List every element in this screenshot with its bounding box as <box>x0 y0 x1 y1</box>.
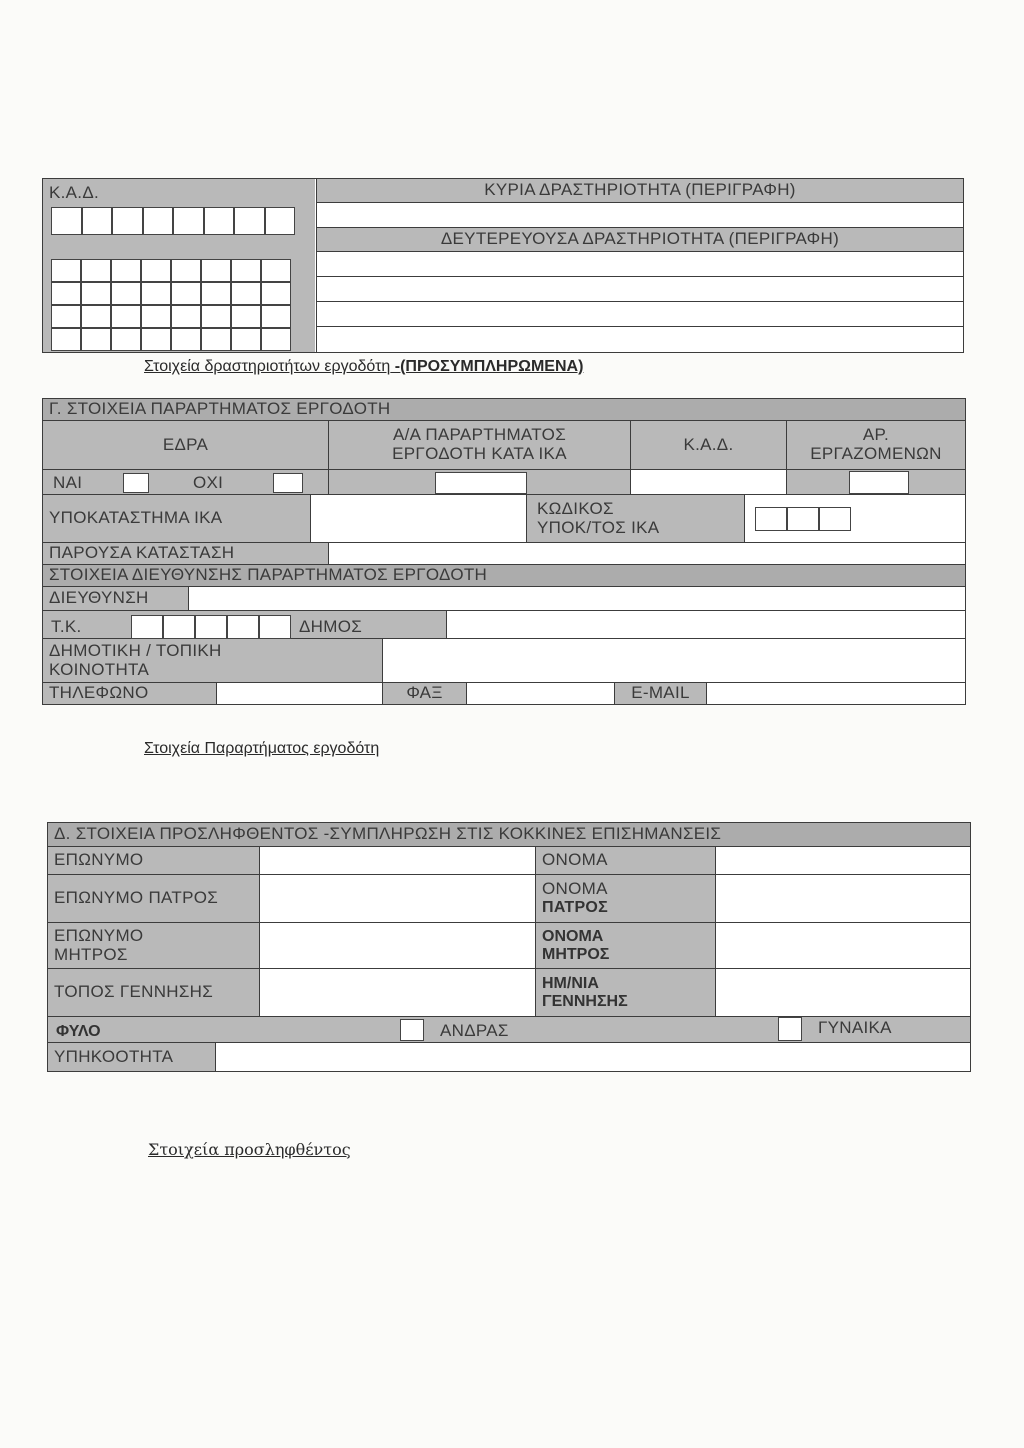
seat-label: ΕΔΡΑ <box>43 421 329 470</box>
kad-digit[interactable] <box>81 259 111 282</box>
ika-code-label <box>527 495 745 543</box>
kad-digit[interactable] <box>143 207 174 235</box>
kad-digit[interactable] <box>234 207 265 235</box>
yes-checkbox[interactable] <box>123 473 149 493</box>
kad-digit[interactable] <box>261 305 291 328</box>
kad-digit[interactable] <box>173 207 204 235</box>
ika-code-label-line1: ΚΩΔΙΚΟΣ <box>537 498 614 518</box>
branch-kad-label: Κ.Α.Δ. <box>631 421 787 470</box>
secondary-activity-field[interactable] <box>316 277 963 302</box>
birthdate-field[interactable] <box>716 969 970 1017</box>
father-name-label <box>536 875 716 923</box>
father-surname-label: ΕΠΩΝΥΜΟ ΠΑΤΡΟΣ <box>48 875 260 923</box>
kad-digit[interactable] <box>171 259 201 282</box>
postcode-digit[interactable] <box>163 615 195 639</box>
male-label: ΑΝΔΡΑΣ <box>440 1021 509 1040</box>
father-surname-field[interactable] <box>260 875 536 923</box>
ika-code-digit[interactable] <box>819 507 851 531</box>
activities-caption-suffix: -(ΠΡΟΣΥΜΠΛΗΡΩΜΕΝΑ) <box>390 358 584 375</box>
phone-field[interactable] <box>217 683 383 704</box>
main-activity-field[interactable] <box>316 203 963 228</box>
kad-digit[interactable] <box>51 282 81 305</box>
branch-number-label-line2: ΕΡΓΟΔΟΤΗ ΚΑΤΑ ΙΚΑ <box>392 444 567 463</box>
secondary-kad-digits <box>51 259 295 351</box>
citizenship-field[interactable] <box>216 1043 970 1071</box>
hire-table <box>47 822 971 1072</box>
kad-digit[interactable] <box>111 259 141 282</box>
kad-digit[interactable] <box>261 328 291 351</box>
secondary-activity-header: ΔΕΥΤΕΡΕΥΟΥΣΑ ΔΡΑΣΤΗΡΙΟΤΗΤΑ (ΠΕΡΙΓΡΑΦΗ) <box>316 228 963 252</box>
female-checkbox[interactable] <box>778 1017 802 1041</box>
activities-table <box>42 178 964 353</box>
father-name-label-line1: ΟΝΟΜΑ <box>542 879 608 899</box>
father-name-label-line2: ΠΑΤΡΟΣ <box>542 899 609 917</box>
kad-digit[interactable] <box>171 282 201 305</box>
kad-digit[interactable] <box>141 328 171 351</box>
email-field[interactable] <box>707 683 965 704</box>
postcode-digit[interactable] <box>131 615 163 639</box>
mother-surname-label <box>48 923 260 969</box>
address-section-label: ΣΤΟΙΧΕΙΑ ΔΙΕΥΘΥΝΣΗΣ ΠΑΡΑΡΤΗΜΑΤΟΣ ΕΡΓΟΔΟΤΗ <box>43 565 965 587</box>
current-status-field[interactable] <box>329 543 965 565</box>
gender-label: ΦΥΛΟ <box>56 1023 101 1040</box>
citizenship-label: ΥΠΗΚΟΟΤΗΤΑ <box>48 1043 216 1071</box>
kad-digit[interactable] <box>141 305 171 328</box>
hire-section-title: Δ. ΣΤΟΙΧΕΙΑ ΠΡΟΣΛΗΦΘΕΝΤΟΣ -ΣΥΜΠΛΗΡΩΣΗ ΣΤΙΣ ΚΟΚΚΙΝΕΣ ΕΠΙΣΗΜΑΝΣΕΙΣ <box>48 823 970 847</box>
mother-name-label-line2: ΜΗΤΡΟΣ <box>542 945 610 963</box>
branch-number-label-line1: Α/Α ΠΑΡΑΡΤΗΜΑΤΟΣ <box>392 425 567 445</box>
fax-label: ΦΑΞ <box>383 683 467 704</box>
kad-digit[interactable] <box>111 282 141 305</box>
kad-digit[interactable] <box>231 328 261 351</box>
secondary-activity-field[interactable] <box>316 327 963 352</box>
activities-caption: Στοιχεία δραστηριοτήτων εργοδότη -(ΠΡΟΣΥΜΠΛΗΡΩΜΕΝΑ) <box>144 358 584 375</box>
branch-kad-field[interactable] <box>631 470 787 495</box>
community-label-line1: ΔΗΜΟΤΙΚΗ / ΤΟΠΙΚΗ <box>49 640 222 660</box>
branch-number-label <box>329 421 631 470</box>
kad-digit[interactable] <box>261 259 291 282</box>
birthplace-label: ΤΟΠΟΣ ΓΕΝΝΗΣΗΣ <box>48 969 260 1017</box>
kad-header: Κ.Α.Δ. <box>49 182 100 202</box>
birthdate-label-line2: ΓΕΝΝΗΣΗΣ <box>542 992 628 1010</box>
kad-digit[interactable] <box>51 328 81 351</box>
employees-label-line1: ΑΡ. <box>862 425 890 445</box>
kad-digit[interactable] <box>112 207 143 235</box>
kad-digit[interactable] <box>231 282 261 305</box>
postcode-digit[interactable] <box>227 615 259 639</box>
employees-label <box>787 421 965 470</box>
kad-digit[interactable] <box>201 259 231 282</box>
name-label: ΟΝΟΜΑ <box>536 847 716 875</box>
fax-field[interactable] <box>467 683 615 704</box>
postcode-digit[interactable] <box>195 615 227 639</box>
secondary-activity-field[interactable] <box>316 302 963 327</box>
municipality-label: ΔΗΜΟΣ <box>299 617 363 636</box>
kad-digit[interactable] <box>201 305 231 328</box>
branch-caption: Στοιχεία Παραρτήματος εργοδότη <box>144 740 380 757</box>
mother-surname-label-line1: ΕΠΩΝΥΜΟ <box>54 925 144 945</box>
kad-digit[interactable] <box>51 259 81 282</box>
name-field[interactable] <box>716 847 970 875</box>
community-label-line2: ΚΟΙΝΟΤΗΤΑ <box>49 659 150 679</box>
kad-digit[interactable] <box>51 207 82 235</box>
ika-branch-field[interactable] <box>311 495 527 543</box>
ika-branch-label: ΥΠΟΚΑΤΑΣΤΗΜΑ ΙΚΑ <box>43 495 311 543</box>
current-status-label: ΠΑΡΟΥΣΑ ΚΑΤΑΣΤΑΣΗ <box>43 543 329 565</box>
ika-code-digit[interactable] <box>787 507 819 531</box>
postcode-label: Τ.Κ. <box>51 617 82 636</box>
secondary-activity-field[interactable] <box>316 252 963 277</box>
phone-label: ΤΗΛΕΦΩΝΟ <box>43 683 217 704</box>
community-field[interactable] <box>383 639 965 683</box>
ika-code-digits <box>755 507 851 531</box>
kad-digit[interactable] <box>81 305 111 328</box>
address-label: ΔΙΕΥΘΥΝΣΗ <box>43 587 189 611</box>
mother-name-label-line1: ΟΝΟΜΑ <box>542 927 604 945</box>
address-field[interactable] <box>189 587 965 611</box>
municipality-field[interactable] <box>447 611 965 639</box>
employees-field[interactable] <box>849 471 909 494</box>
community-label <box>43 639 383 683</box>
father-name-field[interactable] <box>716 875 970 923</box>
employees-label-line2: ΕΡΓΑΖΟΜΕΝΩΝ <box>810 444 942 463</box>
kad-digit[interactable] <box>201 282 231 305</box>
kad-digit[interactable] <box>171 305 201 328</box>
email-label: E-MAIL <box>615 683 707 704</box>
surname-label: ΕΠΩΝΥΜΟ <box>48 847 260 875</box>
kad-digit[interactable] <box>141 259 171 282</box>
ika-code-digit[interactable] <box>755 507 787 531</box>
mother-surname-field[interactable] <box>260 923 536 969</box>
birthdate-label <box>536 969 716 1017</box>
mother-name-field[interactable] <box>716 923 970 969</box>
kad-digit[interactable] <box>51 305 81 328</box>
female-label: ΓΥΝΑΙΚΑ <box>818 1018 892 1037</box>
mother-surname-label-line2: ΜΗΤΡΟΣ <box>54 944 128 964</box>
branch-number-field[interactable] <box>435 472 527 494</box>
kad-digit[interactable] <box>82 207 113 235</box>
male-checkbox[interactable] <box>400 1019 424 1041</box>
kad-digit[interactable] <box>265 207 296 235</box>
kad-digit[interactable] <box>81 282 111 305</box>
kad-digit[interactable] <box>261 282 291 305</box>
postcode-digits <box>131 615 291 639</box>
kad-digit[interactable] <box>81 328 111 351</box>
branch-table <box>42 398 966 705</box>
kad-digit[interactable] <box>111 328 141 351</box>
surname-field[interactable] <box>260 847 536 875</box>
kad-digit[interactable] <box>171 328 201 351</box>
kad-digit[interactable] <box>231 305 261 328</box>
kad-digit[interactable] <box>111 305 141 328</box>
kad-digit[interactable] <box>231 259 261 282</box>
kad-digit[interactable] <box>201 328 231 351</box>
mother-name-label <box>536 923 716 969</box>
kad-digit[interactable] <box>204 207 235 235</box>
no-checkbox[interactable] <box>273 473 303 493</box>
kad-digit[interactable] <box>141 282 171 305</box>
yes-label: ΝΑΙ <box>53 473 83 492</box>
branch-section-title: Γ. ΣΤΟΙΧΕΙΑ ΠΑΡΑΡΤΗΜΑΤΟΣ ΕΡΓΟΔΟΤΗ <box>43 399 965 421</box>
birthdate-label-line1: ΗΜ/ΝΙΑ <box>542 974 599 992</box>
postcode-digit[interactable] <box>259 615 291 639</box>
ika-code-label-line2: ΥΠΟΚ/ΤΟΣ ΙΚΑ <box>537 517 660 537</box>
main-activity-header: ΚΥΡΙΑ ΔΡΑΣΤΗΡΙΟΤΗΤΑ (ΠΕΡΙΓΡΑΦΗ) <box>316 179 963 203</box>
no-label: ΟΧΙ <box>193 473 224 492</box>
main-kad-digits <box>51 207 295 233</box>
birthplace-field[interactable] <box>260 969 536 1017</box>
hire-caption: Στοιχεία προσληφθέντος <box>148 1140 351 1159</box>
